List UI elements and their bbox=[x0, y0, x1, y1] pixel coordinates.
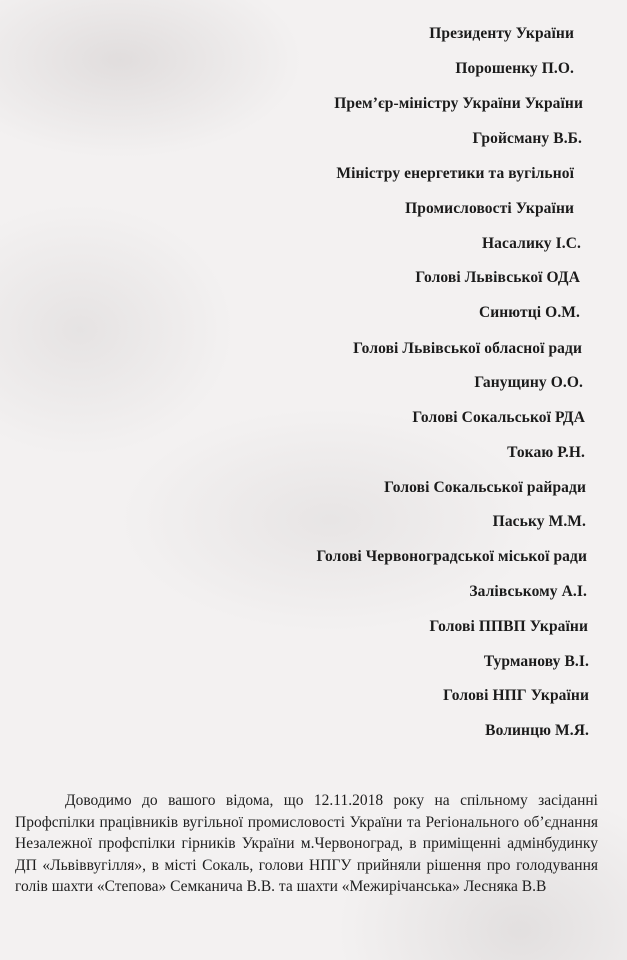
addressee-line: Волинцю М.Я. bbox=[485, 722, 589, 739]
addressee-line: Голові Львівської обласної ради bbox=[353, 340, 582, 357]
addressee-line: Голові Сокальської райради bbox=[384, 479, 586, 496]
addressee-line: Президенту України bbox=[429, 25, 574, 42]
addressee-line: Насалику І.С. bbox=[482, 235, 581, 252]
addressee-line: Прем’єр-міністру України України bbox=[334, 95, 583, 112]
addressee-line: Голові Сокальської РДА bbox=[412, 409, 585, 426]
addressee-line: Міністру енергетики та вугільної bbox=[336, 165, 574, 182]
addressee-line: Турманову В.І. bbox=[483, 653, 589, 670]
addressee-line: Гройсману В.Б. bbox=[472, 130, 582, 147]
addressee-line: Синютці О.М. bbox=[478, 304, 580, 321]
addressee-line: Паську М.М. bbox=[492, 513, 586, 530]
addressee-line: Токаю Р.Н. bbox=[507, 444, 585, 461]
addressee-line: Голові НПГ України bbox=[443, 687, 589, 704]
letter-body-paragraph: Доводимо до вашого відома, що 12.11.2018 року на спільному засіданні Профспілки працівників вугільної промисловості України та Регіонального об’єднання Незалежної профспілки гірників України м.Червоноград, в приміщенні адмінбудинку ДП «Львіввугілля», в місті Сокаль, голови НПГУ прийняли рішення про голодування голів шахти «Степова» Семканича В.В. та шахти «Межирічанська» Лесняка В.В bbox=[15, 792, 598, 895]
addressee-line: Порошенку П.О. bbox=[455, 60, 574, 77]
addressee-line: Промисловості України bbox=[405, 200, 574, 217]
addressee-line: Голові ППВП України bbox=[429, 618, 588, 635]
addressee-line: Голові Львівської ОДА bbox=[415, 269, 580, 286]
addressee-line: Голові Червоноградської міської ради bbox=[316, 548, 587, 565]
addressee-line: Ганущину О.О. bbox=[474, 374, 583, 391]
addressee-line: Залівському А.І. bbox=[469, 583, 587, 600]
